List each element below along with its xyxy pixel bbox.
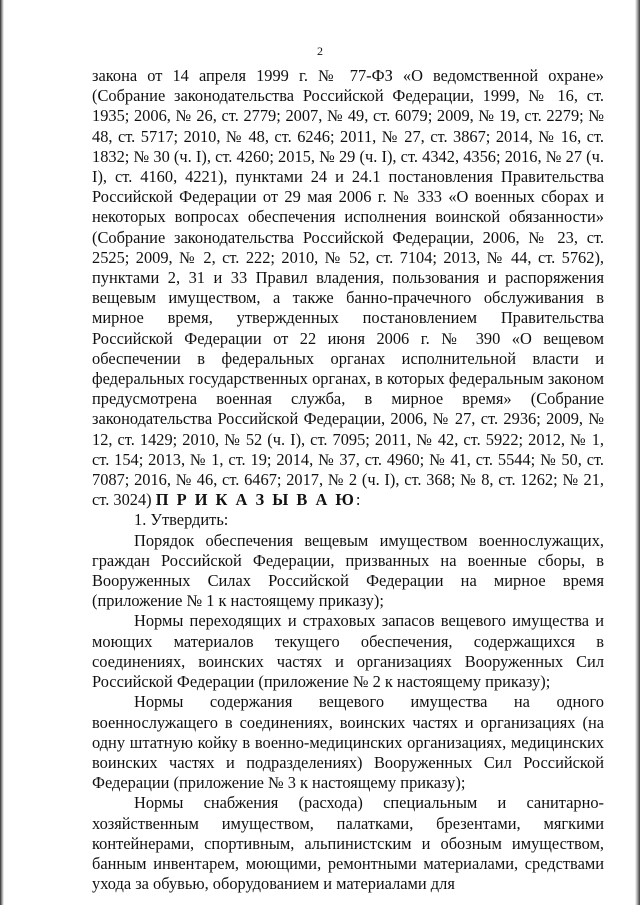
order-colon: : [355, 490, 361, 510]
intro-text: закона от 14 апреля 1999 г. № 77-ФЗ «О ведомственной охране» (Собрание законодательства Российской Федерации, 1999, № 16, ст. 1935; 2006, № 26, ст. 2779; 2007, № 49, ст. 6079; 2009, № 19, ст. 2279; № 48, ст. 5717; 2010, № 48, ст. 6246; 2011, № 27, ст. 3867; 2014, № 16, ст. 1832; № 30 (ч. I), ст. 4260; 2015, № 29 (ч. I), ст. 4342, 4356; 2016, № 27 (ч. I), ст. 4160, 4221), пунктами 24 и 24.1 постановления Правительства Российской Федерации от 29 мая 2006 г. № 333 «О военных сборах и некоторых вопросах обеспечения исполнения воинской обязанности» (Собрание законодательства Российской Федерации, 2006, № 23, ст. 2525; 2009, № 2, ст. 222; 2010, № 52, ст. 7104; 2013, № 44, ст. 5762), пунктами 2, 31 и 33 Правил владения, пользования и распоряжения вещевым имуществом, а также банно-прачечного обслуживания в мирное время, утвержденных постановлением Правительства Российской Федерации от 22 июня 2006 г. № 390 «О вещевом обеспечении в федеральных органах исполнительной власти и федеральных государственных органах, в которых федеральным законом предусмотрена военная служба, в мирное время» (Собрание законодательства Российской Федерации, 2006, № 27, ст. 2936; 2009, № 12, ст. 1429; 2010, № 52 (ч. I), ст. 7095; 2011, № 42, ст. 5922; 2012, № 1, ст. 154; 2013, № 1, ст. 19; 2014, № 37, ст. 4960; № 41, ст. 5544; № 50, ст. 7087; 2016, № 46, ст. 6467; 2017, № 2 (ч. I), ст. 368; № 8, ст. 1262; № 21, ст. 3024) [92, 66, 604, 510]
paragraph: Нормы снабжения (расхода) специальным и санитарно-хозяйственным имуществом, палатками, брезентами, мягкими контейнерами, спортивным, альпинистским и обозным имуществом, банным инвентарем, моющими, ремонтными материалами, средствами ухода за обувью, оборудованием и материалами для [92, 793, 604, 894]
order-word: П Р И К А З Ы В А Ю [155, 490, 356, 510]
paragraph: Порядок обеспечения вещевым имуществом военнослужащих, граждан Российской Федерации, призванных на военные сборы, в Вооруженных Силах Российской Федерации на мирное время (приложение № 1 к настоящему приказу); [92, 530, 604, 611]
page-number: 2 [317, 44, 323, 58]
document-body [92, 66, 604, 894]
item-approve: 1. Утвердить: [134, 510, 229, 530]
intro-paragraph [92, 66, 604, 510]
paragraph: Нормы переходящих и страховых запасов вещевого имущества и моющих материалов текущего обеспечения, содержащихся в соединениях, воинских частях и организациях Вооруженных Сил Российской Федерации (приложение № 2 к настоящему приказу); [92, 611, 604, 692]
paragraph: Нормы содержания вещевого имущества на одного военнослужащего в соединениях, воинских частях и организациях (на одну штатную койку в военно-медицинских организациях, медицинских воинских частях и подразделениях) Вооруженных Сил Российской Федерации (приложение № 3 к настоящему приказу); [92, 692, 604, 793]
